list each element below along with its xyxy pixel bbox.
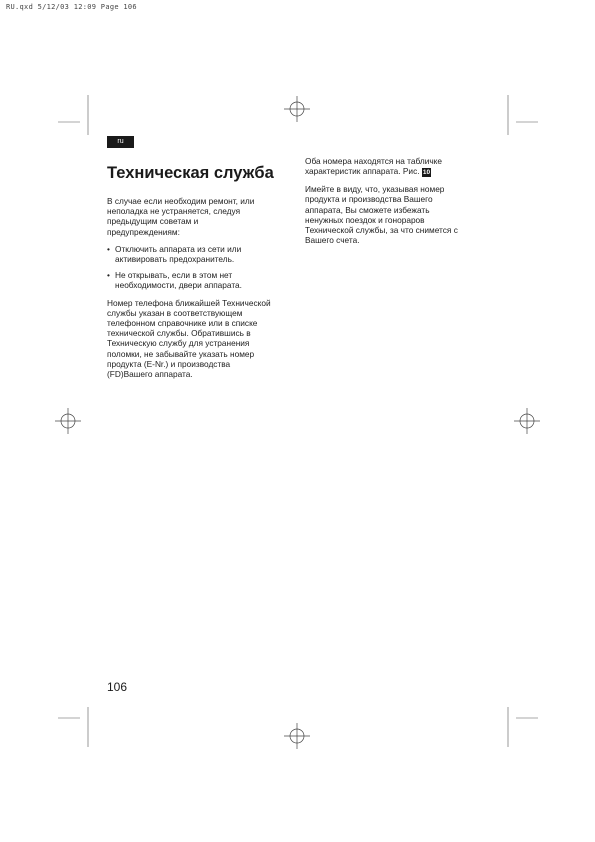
rating-plate-text: Оба номера находятся на табличке характеристик аппарата. Рис. [305, 156, 442, 177]
list-item [107, 270, 297, 290]
left-column [107, 196, 297, 386]
list-item-text: Отключить аппарата из сети или активировать предохранитель. [115, 243, 242, 265]
language-badge: ru [107, 136, 134, 148]
intro-paragraph: В случае если необходим ремонт, или неполадка не устраняется, следуя предыдущим советам и предупреждениям: [107, 196, 255, 237]
list-item-text: Не открывать, если в этом нет необходимости, двери аппарата. [115, 270, 242, 291]
print-slug: RU.qxd 5/12/03 12:09 Page 106 [6, 3, 137, 11]
note-paragraph: Имейте в виду, что, указывая номер продукта и производства Вашего аппарата, Вы сможете избежать ненужных поездок и гонораров Технической службы, за что снимется с Вашего счета. [305, 184, 458, 246]
service-paragraph: Номер телефона ближайшей Технической службы указан в соответствующем телефонном справочнике или в списке технической службы. Обратившись в Техническую службу для устранения поломки, не забывайте указать номер продукта (E-Nr.) и производства (FD)Вашего аппарата. [107, 297, 271, 380]
registration-mark-left [54, 407, 82, 435]
list-item [107, 244, 297, 264]
rating-plate-paragraph [305, 156, 490, 177]
section-title: Техническая служба [107, 164, 274, 182]
page-number: 106 [107, 680, 128, 694]
right-column [305, 156, 490, 252]
bullet-list [107, 244, 297, 291]
registration-mark-right [513, 407, 541, 435]
registration-mark-top [283, 95, 311, 123]
registration-mark-bottom [283, 722, 311, 750]
bullet-marker: • [107, 270, 110, 281]
bullet-marker: • [107, 243, 110, 254]
figure-reference: 10 [422, 169, 431, 177]
